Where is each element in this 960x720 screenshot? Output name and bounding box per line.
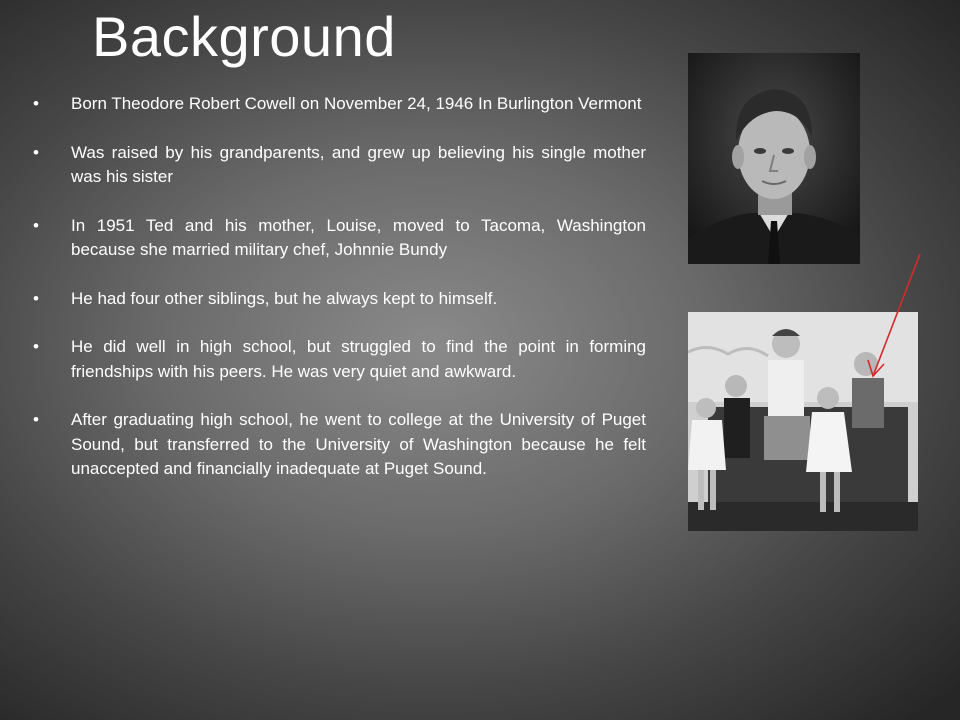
bullet-text: After graduating high school, he went to college at the University of Puget Sound, but transferred to the University of Washington because he felt unaccepted and financially inadequate at Puget Sound. [71, 410, 646, 478]
bullet-text: Born Theodore Robert Cowell on November 24, 1946 In Burlington Vermont [71, 94, 642, 113]
bullet-item [30, 214, 646, 263]
bullet-text: In 1951 Ted and his mother, Louise, moved to Tacoma, Washington because she married military chef, Johnnie Bundy [71, 215, 646, 259]
bullet-item [30, 408, 646, 482]
slide-title: Background [92, 5, 396, 68]
bullet-item [30, 92, 646, 117]
bullet-marker: • [33, 94, 39, 113]
bullet-item [30, 287, 646, 312]
portrait-photo [688, 53, 860, 264]
bullet-item [30, 335, 646, 384]
bullet-text: He had four other siblings, but he always kept to himself. [71, 288, 498, 308]
bullet-marker: • [33, 410, 39, 429]
bullet-marker: • [33, 142, 39, 162]
red-arrow-icon [860, 252, 930, 382]
bullet-list [30, 92, 646, 482]
bullet-text: Was raised by his grandparents, and grew up believing his single mother was his sister [71, 142, 646, 186]
bullet-text: He did well in high school, but struggled to find the point in forming friendships with his peers. He was very quiet and awkward. [71, 337, 646, 381]
bullet-marker: • [33, 337, 39, 356]
portrait-illustration [688, 53, 860, 264]
bullet-item [30, 141, 646, 190]
bullet-marker: • [33, 288, 39, 308]
bullet-marker: • [33, 215, 39, 235]
